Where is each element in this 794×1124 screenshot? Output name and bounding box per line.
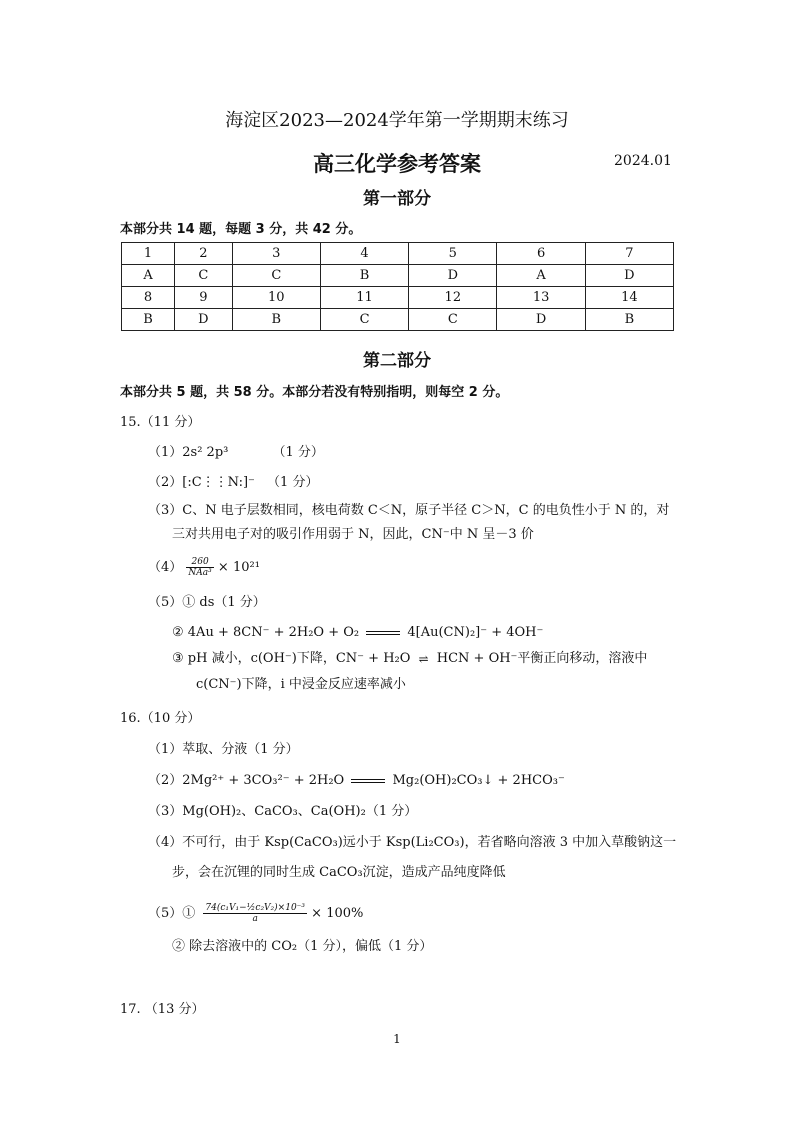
q16-answer-3: （3）Mg(OH)₂、CaCO₃、Ca(OH)₂（1 分） — [148, 804, 418, 819]
q15-title: 15.（11 分） — [120, 415, 201, 430]
q16-answer-2-left: （2）2Mg²⁺ + 3CO₃²⁻ + 2H₂O — [148, 773, 345, 788]
part1-note: 本部分共 14 题，每题 3 分，共 42 分。 — [120, 222, 362, 237]
table-cell: B — [122, 309, 175, 331]
q15-answer-4-suffix: × 10²¹ — [217, 560, 260, 575]
q15-answer-5-2 — [172, 624, 543, 642]
part1-heading: 第一部分 — [363, 189, 431, 209]
q15-answer-3-line2: 三对共用电子对的吸引作用弱于 N，因此，CN⁻中 N 呈－3 价 — [172, 527, 534, 542]
part2-note: 本部分共 5 题，共 58 分。本部分若没有特别指明，则每空 2 分。 — [120, 385, 509, 400]
q15-answer-2-score: （1 分） — [267, 475, 319, 490]
table-cell: 5 — [409, 243, 497, 265]
q15-answer-5-3-right: HCN + OH⁻平衡正向移动，溶液中 — [436, 651, 648, 666]
q15-answer-5-2-left: ② 4Au + 8CN⁻ + 2H₂O + O₂ — [172, 625, 360, 640]
q16-answer-2-right: Mg₂(OH)₂CO₃↓ + 2HCO₃⁻ — [392, 773, 565, 788]
table-cell: 4 — [320, 243, 408, 265]
q15-answer-4-prefix: （4） — [148, 560, 183, 575]
table-cell: D — [175, 309, 233, 331]
q16-answer-5-prefix: （5）① — [148, 906, 196, 921]
equals-sign-icon — [351, 779, 385, 783]
q16-answer-5-denominator: a — [252, 914, 258, 924]
part2-heading: 第二部分 — [363, 351, 431, 371]
table-cell: D — [585, 265, 673, 287]
q15-answer-1 — [148, 444, 324, 462]
table-cell: 2 — [175, 243, 233, 265]
document-date: 2024.01 — [614, 153, 672, 169]
q17-title: 17. （13 分） — [120, 1002, 205, 1017]
equals-sign-icon — [366, 631, 400, 635]
q15-answer-5-1: （5）① ds（1 分） — [148, 595, 266, 610]
document-subtitle: 高三化学参考答案 — [313, 151, 481, 176]
document-title: 海淀区2023—2024学年第一学期期末练习 — [225, 110, 569, 131]
q15-answer-5-2-right: 4[Au(CN)₂]⁻ + 4OH⁻ — [407, 625, 544, 640]
table-cell: C — [320, 309, 408, 331]
table-cell: B — [232, 309, 320, 331]
table-row — [122, 309, 674, 331]
table-cell: 14 — [585, 287, 673, 309]
table-cell: 6 — [497, 243, 585, 265]
table-cell: 12 — [409, 287, 497, 309]
table-row — [122, 265, 674, 287]
q15-answer-4 — [148, 557, 260, 578]
table-cell: 13 — [497, 287, 585, 309]
table-cell: 1 — [122, 243, 175, 265]
q16-answer-5-numerator: 74(c₁V₁−½c₂V₂)×10⁻³ — [205, 903, 306, 913]
table-cell: 3 — [232, 243, 320, 265]
q16-answer-5-fraction — [203, 903, 307, 924]
q16-answer-5-1 — [148, 903, 363, 924]
answer-table — [121, 242, 674, 331]
page-number: 1 — [393, 1032, 401, 1046]
table-cell: 11 — [320, 287, 408, 309]
q15-answer-2 — [148, 474, 318, 492]
q15-answer-3-line1: （3）C、N 电子层数相同，核电荷数 C＜N，原子半径 C＞N，C 的电负性小于 N 的，对 — [148, 503, 670, 518]
q16-answer-4-line1: （4）不可行，由于 Ksp(CaCO₃)远小于 Ksp(Li₂CO₃)，若省略向溶液 3 中加入草酸钠这一 — [148, 835, 677, 850]
q15-answer-1-text: （1）2s² 2p³ — [148, 445, 229, 460]
q16-answer-4-line2: 步，会在沉锂的同时生成 CaCO₃沉淀，造成产品纯度降低 — [172, 865, 506, 880]
q15-answer-1-score: （1 分） — [272, 445, 324, 460]
table-cell: C — [175, 265, 233, 287]
q15-answer-4-fraction — [186, 557, 213, 578]
q16-title: 16.（10 分） — [120, 711, 201, 726]
table-row — [122, 287, 674, 309]
table-cell: 10 — [232, 287, 320, 309]
table-cell: C — [232, 265, 320, 287]
q15-answer-5-3-line2: c(CN⁻)下降，i 中浸金反应速率减小 — [196, 677, 406, 692]
table-cell: D — [497, 309, 585, 331]
q15-answer-4-numerator: 260 — [186, 557, 213, 568]
table-row — [122, 243, 674, 265]
table-cell: B — [320, 265, 408, 287]
q15-answer-5-3-left: ③ pH 减小，c(OH⁻)下降，CN⁻ + H₂O — [172, 651, 411, 666]
table-cell: C — [409, 309, 497, 331]
table-cell: 8 — [122, 287, 175, 309]
q16-answer-5-suffix: × 100% — [311, 906, 364, 921]
table-cell: A — [122, 265, 175, 287]
reversible-arrow-icon: ⇌ — [418, 651, 429, 666]
table-cell: D — [409, 265, 497, 287]
q16-answer-5-2: ② 除去溶液中的 CO₂（1 分），偏低（1 分） — [172, 939, 433, 954]
q15-answer-4-denominator: NAa³ — [188, 568, 212, 578]
q15-answer-2-text: （2）[:C⋮⋮N:]⁻ — [148, 475, 255, 490]
q16-answer-2 — [148, 772, 565, 790]
table-cell: 7 — [585, 243, 673, 265]
q16-answer-1: （1）萃取、分液（1 分） — [148, 742, 299, 757]
table-cell: A — [497, 265, 585, 287]
table-cell: B — [585, 309, 673, 331]
table-cell: 9 — [175, 287, 233, 309]
q15-answer-5-3 — [172, 650, 647, 668]
